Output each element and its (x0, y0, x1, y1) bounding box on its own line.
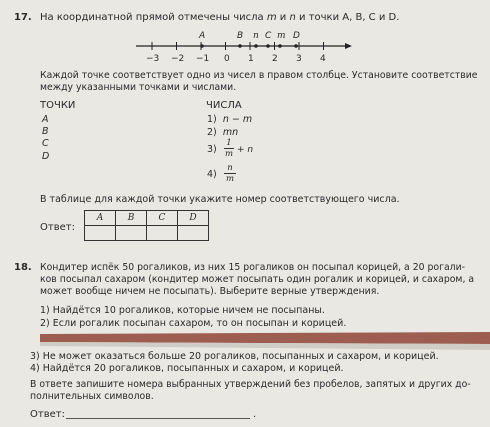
statement-2: 2) Если рогалик посыпан сахаром, то он посыпан и корицей. (40, 318, 347, 329)
table-header-d: D (178, 211, 209, 226)
task-17-number: 17. (14, 12, 32, 23)
point-item-d: D (42, 151, 50, 162)
task-18-answer-end: . (253, 409, 257, 420)
statement-1: 1) Найдётся 10 рогаликов, которые ничем не посыпаны. (40, 305, 325, 316)
option-3-suffix: + n (237, 145, 254, 155)
point-label-b: B (237, 31, 244, 41)
tick-label: −3 (146, 54, 160, 64)
option-4-number: 4) (207, 169, 217, 180)
tick-label: 0 (224, 54, 230, 64)
points-column-header: ТОЧКИ (40, 100, 76, 111)
tick-label: −1 (196, 54, 210, 64)
option-2: 2) mn (207, 127, 239, 138)
tick-label: 3 (296, 54, 302, 64)
point-item-b: B (42, 126, 49, 137)
task-18-instruction-line2: полнительных символов. (30, 391, 154, 402)
option-3-fraction: $\frac{1}{m}$ (224, 138, 234, 159)
task-17-paragraph-line1: Каждой точке соответствует одно из чисел в правом столбце. Установите соответствие (40, 70, 478, 81)
numbers-column-header: ЧИСЛА (206, 100, 242, 111)
task-18-line2: ков посыпал сахаром (кондитер может посыпать один рогалик и корицей, и сахаром, а (40, 274, 475, 285)
point-label-n: n (253, 31, 259, 41)
task-18-instruction-line1: В ответе запишите номера выбранных утверждений без пробелов, запятых и других до- (30, 379, 471, 390)
option-1: 1) n − m (207, 114, 253, 125)
statement-4: 4) Найдётся 20 рогаликов, посыпанных и сахаром, и корицей. (30, 363, 344, 374)
point-label-m: m (277, 31, 286, 41)
tick-label: 2 (272, 54, 278, 64)
task-18-answer-label: Ответ: (30, 409, 65, 420)
point-label-a: A (199, 31, 206, 41)
task-18-line1: Кондитер испёк 50 рогаликов, из них 15 рогаликов он посыпал корицей, а 20 рогали- (40, 262, 465, 273)
task-17-statement: На координатной прямой отмечены числа m и n и точки A, B, C и D. (40, 12, 400, 23)
point-label-d: D (293, 31, 300, 41)
option-4-fraction: $\frac{n}{m}$ (225, 163, 235, 184)
statement-3: 3) Не может оказаться больше 20 рогаликов, посыпанных и сахаром, и корицей. (30, 351, 439, 362)
task-18-number: 18. (14, 262, 32, 273)
point-label-c: C (265, 31, 272, 41)
point-item-c: C (42, 138, 49, 149)
point-item-a: A (42, 114, 49, 125)
tick-label: 4 (320, 54, 326, 64)
tick-label: 1 (248, 54, 254, 64)
option-3-number: 3) (207, 144, 217, 155)
tick-label: −2 (171, 54, 185, 64)
table-header-b: B (116, 211, 147, 226)
task-17-answer-label: Ответ: (40, 222, 75, 233)
table-instruction: В таблице для каждой точки укажите номер соответствующего числа. (40, 194, 400, 205)
table-header-c: C (147, 211, 178, 226)
task-18-line3: может вообще ничем не посыпать). Выберите верные утверждения. (40, 286, 380, 297)
task-17-paragraph-line2: между указанными точками и числами. (40, 82, 237, 93)
table-header-a: A (85, 211, 116, 226)
task-18-answer-line[interactable] (66, 418, 250, 419)
